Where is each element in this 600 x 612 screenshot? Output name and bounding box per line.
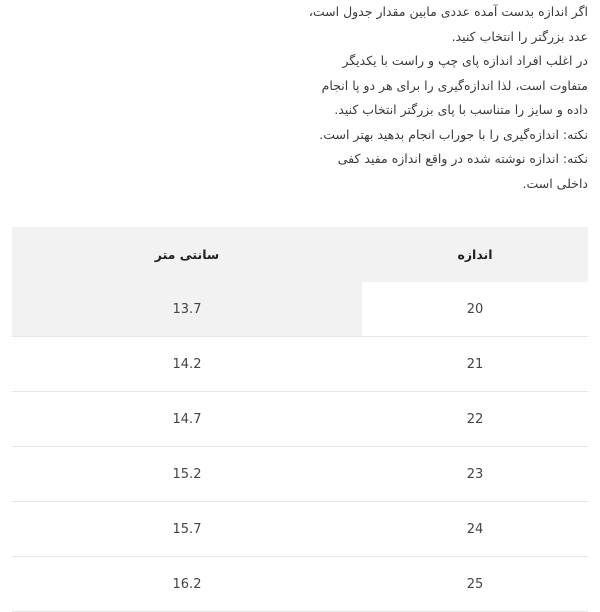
table-row: [12, 392, 588, 447]
note-line: متفاوت است، لذا اندازه‌گیری را برای هر دو پا انجام: [321, 77, 588, 93]
cell-size: 25: [362, 557, 588, 612]
table-header-row: [12, 227, 588, 282]
size-chart-table: [12, 227, 588, 612]
cell-size: 21: [362, 337, 588, 392]
cell-cm: 13.7: [12, 282, 362, 337]
table-row: [12, 557, 588, 612]
cell-cm: 15.2: [12, 447, 362, 502]
note-line: نکته: اندازه‌گیری را با جوراب انجام بدهید بهتر است.: [319, 126, 588, 142]
size-guide-notes: [168, 0, 588, 196]
table-row: [12, 447, 588, 502]
note-line: عدد بزرگتر را انتخاب کنید.: [451, 28, 588, 44]
cell-size: 24: [362, 502, 588, 557]
table-row: [12, 337, 588, 392]
note-line: نکته: اندازه نوشته شده در واقع اندازه مفید کفی: [337, 151, 588, 166]
table-row: [12, 502, 588, 557]
cell-size: 23: [362, 447, 588, 502]
cell-cm: 14.2: [12, 337, 362, 392]
header-size: اندازه: [362, 227, 588, 282]
table-row: [12, 282, 588, 337]
cell-size: 22: [362, 392, 588, 447]
cell-cm: 16.2: [12, 557, 362, 612]
cell-cm: 15.7: [12, 502, 362, 557]
cell-size: 20: [362, 282, 588, 337]
note-line: داده و سایز را متناسب با پای بزرگتر انتخاب کنید.: [334, 102, 588, 117]
note-line: اگر اندازه بدست آمده عددی مابین مقدار جدول است،: [308, 4, 588, 19]
header-cm: سانتی متر: [12, 227, 362, 282]
note-line: داخلی است.: [522, 175, 588, 191]
cell-cm: 14.7: [12, 392, 362, 447]
note-line: در اغلب افراد اندازه پای چپ و راست با یکدیگر: [342, 53, 588, 68]
